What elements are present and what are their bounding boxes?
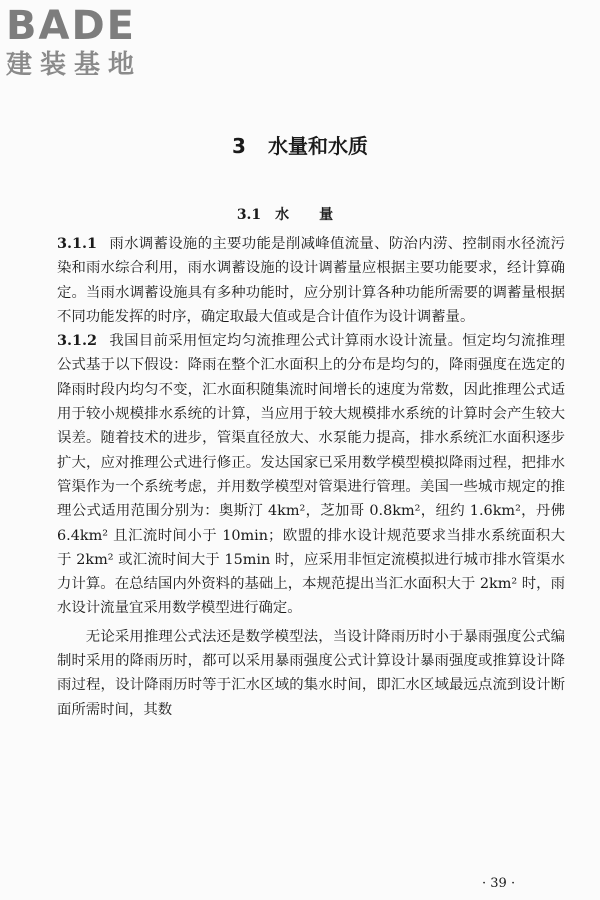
chapter-title xyxy=(0,130,600,159)
logo-subtitle: 建装基地 xyxy=(6,50,143,80)
paragraph-text: 雨水调蓄设施的主要功能是削减峰值流量、防治内涝、控制雨水径流污染和雨水综合利用，雨水调蓄设施的设计调蓄量应根据主要功能要求，经计算确定。当雨水调蓄设施具有多种功能时，应分别计算各种功能所需要的调蓄量根据不同功能发挥的时序，确定取最大值或是合计值作为设计调蓄量。 xyxy=(57,236,565,325)
paragraph-text: 无论采用推理公式法还是数学模型法，当设计降雨历时小于暴雨强度公式编制时采用的降雨历时，都可以采用暴雨强度公式计算设计暴雨强度或推算设计降雨过程，设计降雨历时等于汇水区域的集水时间，即汇水区域最远点流到设计断面所需时间，其数 xyxy=(57,628,565,718)
section-title-text: 水量 xyxy=(275,207,364,223)
clause-number: 3.1.2 xyxy=(57,332,98,350)
chapter-title-text: 水量和水质 xyxy=(267,134,368,158)
clause-number: 3.1.1 xyxy=(57,235,98,252)
chapter-number: 3 xyxy=(232,134,246,158)
paragraph-3-1-2 xyxy=(57,329,565,621)
page-number: · 39 · xyxy=(482,876,516,891)
bade-logo xyxy=(6,4,176,80)
section-title xyxy=(0,204,600,224)
paragraph-text: 我国目前采用恒定均匀流推理公式计算雨水设计流量。恒定均匀流推理公式基于以下假设：降雨在整个汇水面积上的分布是均匀的，降雨强度在选定的降雨时段内均匀不变，汇水面积随集流时间增长的速度为常数，因此推理公式适用于较小规模排水系统的计算，当应用于较大规模排水系统的计算时会产生较大误差。随着技术的进步，管渠直径放大、水泵能力提高，排水系统汇水面积逐步扩大，应对推理公式进行修正。发达国家已采用数学模型模拟降雨过程，把排水管渠作为一个系统考虑，并用数学模型对管渠进行管理。美国一些城市规定的推理公式适用范围分别为：奥斯汀 4km²，芝加哥 0.8km²，纽约 1.6km²，丹佛 6.4km² 且汇流时间小于 10min；欧盟的排水设计规范要求当排水系统面积大于 2km² 或汇流时间大于 15min 时，应采用非恒定流模拟进行城市排水管渠水力计算。在总结国内外资料的基础上，本规范提出当汇水面积大于 2km² 时，雨水设计流量宜采用数学模型进行确定。 xyxy=(57,333,565,617)
logo-brand: BADE xyxy=(6,3,136,49)
paragraph-3-1-1 xyxy=(57,232,565,329)
section-number: 3.1 xyxy=(236,207,262,223)
paragraph-continuation xyxy=(57,625,565,722)
body-text xyxy=(57,232,565,722)
